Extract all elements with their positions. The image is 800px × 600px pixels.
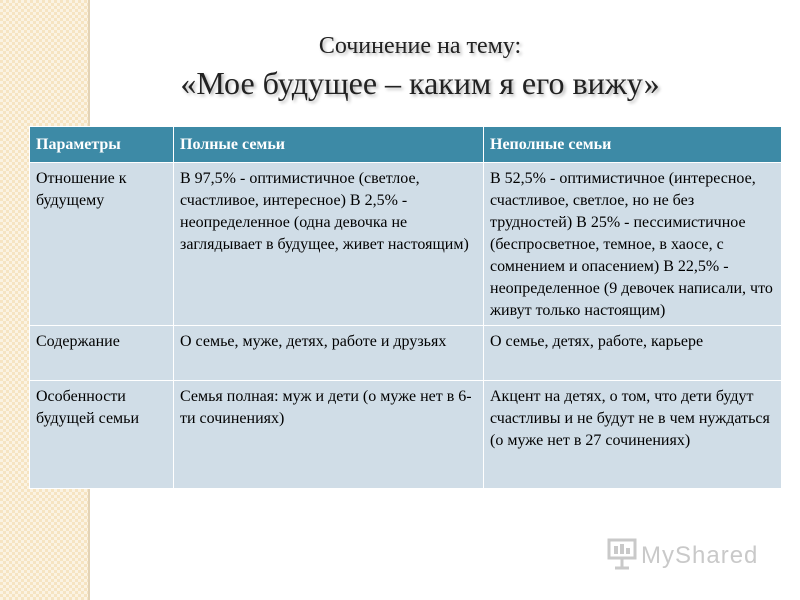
row-full-value: О семье, муже, детях, работе и друзьях <box>174 326 484 381</box>
header-full-families: Полные семьи <box>174 127 484 163</box>
presentation-board-icon <box>607 538 637 575</box>
header-parameters: Параметры <box>30 127 174 163</box>
row-full-value: В 97,5% - оптимистичное (светлое, счастливое, интересное) В 2,5% - неопределенное (одна девочка не заглядывает в будущее, живет настоящим) <box>174 163 484 326</box>
table-header-row <box>30 127 782 163</box>
row-incomplete-value: Акцент на детях, о том, что дети будут счастливы и не будут не в чем нуждаться (о муже нет в 27 сочинениях) <box>484 381 782 489</box>
row-incomplete-value: О семье, детях, работе, карьере <box>484 326 782 381</box>
row-incomplete-value: В 52,5% - оптимистичное (интересное, счастливое, светлое, но не без трудностей) В 25% - пессимистичное (беспросветное, темное, в хаосе, с сомнением и опасением) В 22,5% - неопределенное (9 девочек написали, что живут только настоящим) <box>484 163 782 326</box>
comparison-table <box>29 126 782 489</box>
table-row <box>30 381 782 489</box>
table-row <box>30 163 782 326</box>
header-incomplete-families: Неполные семьи <box>484 127 782 163</box>
row-parameter: Особенности будущей семьи <box>30 381 174 489</box>
slide-title <box>120 32 720 102</box>
row-parameter: Содержание <box>30 326 174 381</box>
watermark <box>607 538 758 574</box>
row-parameter: Отношение к будущему <box>30 163 174 326</box>
watermark-text: MyShared <box>641 542 759 569</box>
title-line-2: «Мое будущее – каким я его вижу» <box>180 65 660 101</box>
row-full-value: Семья полная: муж и дети (о муже нет в 6-ти сочинениях) <box>174 381 484 489</box>
table-row <box>30 326 782 381</box>
title-line-1: Сочинение на тему: <box>318 33 522 59</box>
